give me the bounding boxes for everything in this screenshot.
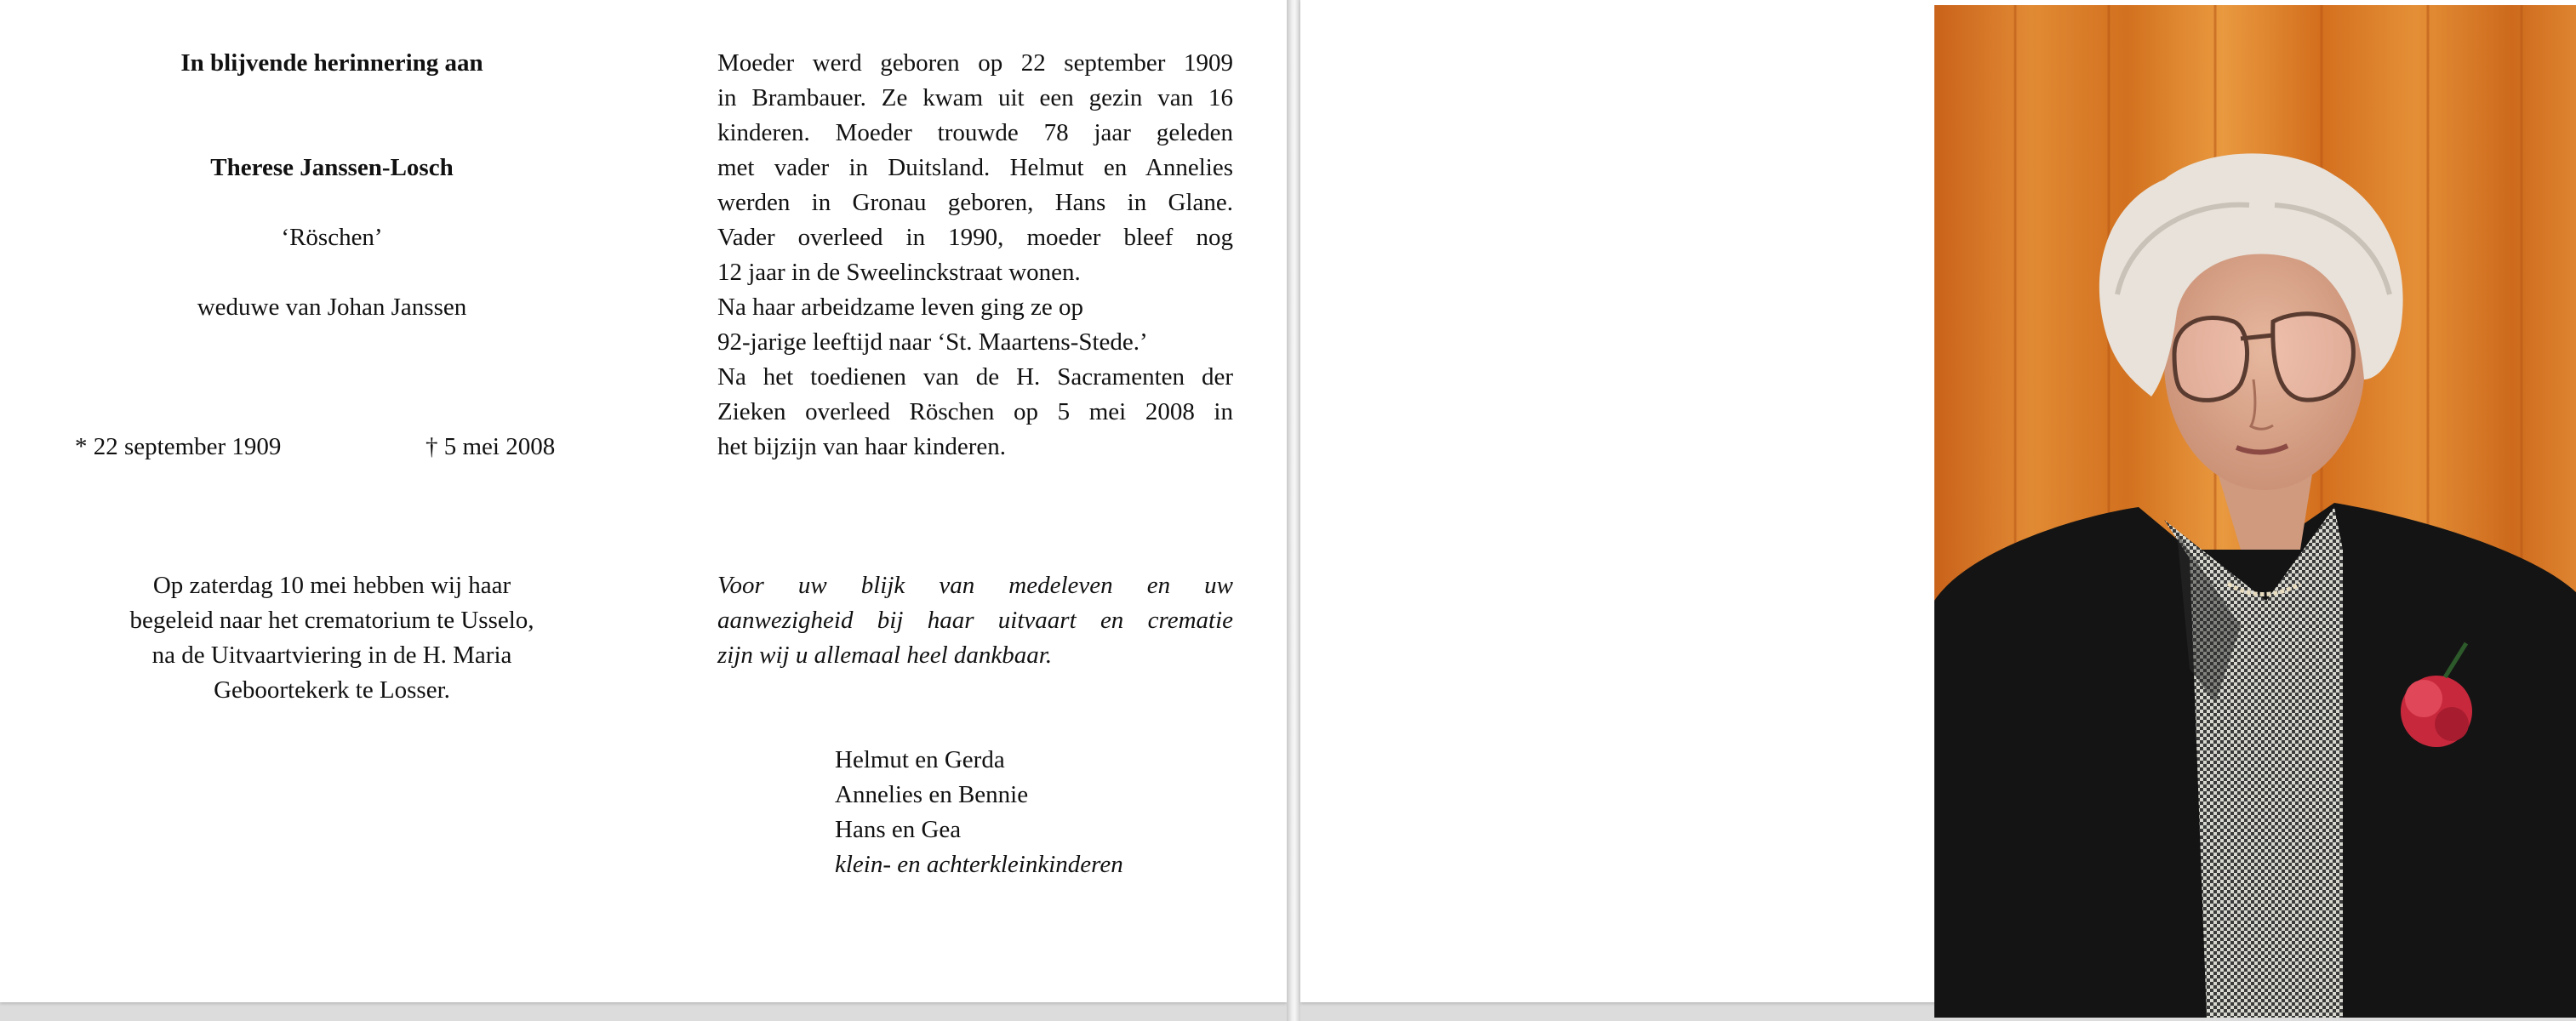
biography-line: 92-jarige leeftijd naar ‘St. Maartens-Stede.’ <box>717 328 1148 356</box>
farewell-line: Op zaterdag 10 mei hebben wij haar <box>152 572 511 599</box>
biography-line: 12 jaar in de Sweelinckstraat wonen. <box>717 259 1081 286</box>
thanks-line: zijn wij u allemaal heel dankbaar. <box>717 642 1053 669</box>
biography-line: kinderen. Moeder trouwde 78 jaar geleden <box>717 119 1233 146</box>
signatory-line: Annelies en Bennie <box>835 781 1029 808</box>
biography-line: het bijzijn van haar kinderen. <box>717 433 1007 460</box>
card-inside-page <box>0 0 1287 1002</box>
signatory-grandchildren: klein- en achterkleinkinderen <box>835 851 1123 878</box>
biography-line: Vader overleed in 1990, moeder bleef nog <box>717 224 1233 251</box>
farewell-line: Geboortekerk te Losser. <box>214 676 450 704</box>
signatories-list <box>835 743 1123 882</box>
biography-line: Na het toedienen van de H. Sacramenten der <box>717 363 1233 391</box>
signatory-line: Hans en Gea <box>835 816 962 843</box>
portrait-photo <box>1934 5 2576 1018</box>
widow-of-line: weduwe van Johan Janssen <box>197 294 467 321</box>
thanks-paragraph <box>717 568 1233 673</box>
thanks-line: aanwezigheid bij haar uitvaart en crematie <box>717 607 1233 634</box>
biography-line: Zieken overleed Röschen op 5 mei 2008 in <box>717 398 1233 425</box>
signatory-line: Helmut en Gerda <box>835 746 1005 773</box>
biography-line: werden in Gronau geboren, Hans in Glane. <box>717 189 1233 216</box>
biography-line: Moeder werd geboren op 22 september 1909 <box>717 49 1233 77</box>
memorial-heading: In blijvende herinnering aan <box>180 49 483 77</box>
biography-line: met vader in Duitsland. Helmut en Annelies <box>717 154 1233 181</box>
farewell-line: na de Uitvaartviering in de H. Maria <box>151 642 512 669</box>
biography-paragraph <box>717 46 1233 465</box>
death-date: † 5 mei 2008 <box>426 433 556 460</box>
deceased-name: Therese Janssen-Losch <box>210 154 454 181</box>
farewell-paragraph <box>51 568 613 708</box>
biography-line: in Brambauer. Ze kwam uit een gezin van 16 <box>717 84 1233 111</box>
card-fold-divider <box>1287 0 1300 1021</box>
deceased-nickname: ‘Röschen’ <box>281 224 383 251</box>
biography-line: Na haar arbeidzame leven ging ze op <box>717 294 1083 321</box>
farewell-line: begeleid naar het crematorium te Usselo, <box>129 607 534 634</box>
birth-date: * 22 september 1909 <box>75 433 282 460</box>
thanks-line: Voor uw blijk van medeleven en uw <box>717 572 1233 599</box>
